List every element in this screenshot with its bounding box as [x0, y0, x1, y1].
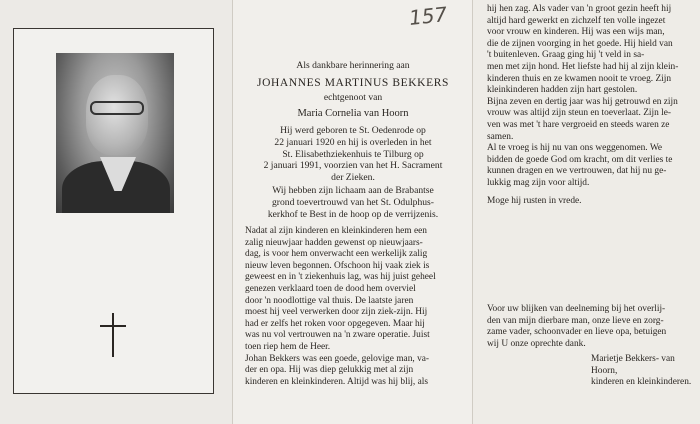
- story-line: Johan Bekkers was een goede, gelovige man, va-: [245, 353, 430, 364]
- thanks-block: [487, 304, 691, 350]
- thanks-line: den van mijn dierbare man, onze lieve en zorg-: [487, 315, 664, 326]
- closing-prayer: Moge hij rusten in vrede.: [487, 195, 582, 206]
- story-line: Bijna zeven en dertig jaar was hij getrouwd en zijn: [487, 96, 678, 107]
- photo-head: [86, 75, 148, 155]
- thanks-line: zame vader, schoonvader en lieve opa, betuigen: [487, 327, 667, 338]
- story-line: voor vrouw en kinderen. Hij was een wijs man,: [487, 27, 665, 38]
- thanks-line: wij U onze oprechte dank.: [487, 338, 586, 349]
- burial-line: kerkhof te Best in de hoop op de verrijzenis.: [267, 208, 439, 220]
- story-line: moest hij veel verwerken door zijn ziek-zijn. Hij: [245, 307, 428, 318]
- story-line: toen riep hem de Heer.: [245, 341, 331, 352]
- story-line: samen.: [487, 131, 514, 142]
- story-line: zalig nieuwjaar hadden gewenst op nieuwjaars-: [245, 237, 423, 248]
- story-line: genezen verklaard toen de dood hem overviel: [245, 283, 416, 294]
- story-line: kinderen en kleinkinderen. Altijd was hij blij, als: [245, 376, 429, 387]
- story-line: die de zijnen voorging in het goede. Hij hield van: [487, 38, 673, 49]
- story-line: kunnen dragen en we vertrouwen, dat hij nu ge-: [487, 166, 667, 177]
- thanks-line: Voor uw blijken van deelneming bij het overlij-: [487, 304, 666, 314]
- story-line: lukkig mag zijn voor altijd.: [487, 177, 590, 188]
- card-frame: [13, 28, 214, 394]
- story-line: vrouw was altijd zijn steun en toeverlaat. Zijn le-: [487, 108, 672, 119]
- photo-glasses: [90, 101, 144, 115]
- cross-icon-bar: [100, 325, 126, 327]
- story-line: dag, is voor hem onverwacht een werkelijk zalig: [245, 249, 428, 260]
- portrait-photo: [56, 53, 174, 213]
- bio-line: 22 januari 1920 en hij is overleden in het: [274, 136, 432, 148]
- card-inner-right-panel: [472, 0, 700, 424]
- story-line: kleinkinderen hadden zijn hart gestolen.: [487, 85, 638, 96]
- story-line: door 'n noodlottige val thuis. De laatste jaren: [245, 295, 414, 306]
- story-line: bidden de goede God om kracht, om dit verlies te: [487, 154, 673, 165]
- bio-line: St. Elisabethziekenhuis te Tilburg op: [282, 148, 424, 160]
- burial-line: grond toevertrouwd van het St. Odulphus-: [271, 196, 434, 208]
- cross-icon: [112, 313, 114, 357]
- story-line: ven was met 't hare vergroeid en steeds waren ze: [487, 119, 670, 130]
- handwritten-number: 157: [407, 2, 449, 30]
- signature-line: Marietje Bekkers- van Hoorn,: [591, 354, 675, 376]
- signature-block: [591, 354, 697, 389]
- story-line: 't buitenleven. Graag ging hij 't veld in sa-: [487, 50, 645, 61]
- card-inner-left-panel: [232, 0, 473, 424]
- deceased-name: JOHANNES MARTINUS BEKKERS: [257, 76, 449, 89]
- intro-block: [243, 60, 463, 220]
- story-line: der en opa. Hij was diep gelukkig met al zijn: [245, 365, 414, 376]
- bio-line: Hij werd geboren te St. Oedenrode op: [280, 125, 426, 137]
- bio-line: der Zieken.: [331, 171, 375, 183]
- story-line: altijd hard gewerkt en zichzelf ten volle ingezet: [487, 15, 666, 26]
- story-block-right: [487, 4, 691, 207]
- story-line: hij hen zag. Als vader van 'n groot gezin heeft hij: [487, 4, 672, 14]
- story-line: kinderen thuis en ze kwamen nooit te vroeg. Zijn: [487, 73, 672, 84]
- story-line: men met zijn hond. Het liefste had hij al zijn klein-: [487, 61, 679, 72]
- card-front-panel: [0, 0, 232, 424]
- story-line: geweest en in 't ziekenhuis lag, was hij juist geheel: [245, 272, 436, 283]
- story-line: Nadat al zijn kinderen en kleinkinderen hem een: [245, 226, 427, 236]
- story-block-left: [245, 226, 461, 388]
- burial-line: Wij hebben zijn lichaam aan de Brabantse: [272, 185, 434, 197]
- remembrance-line: Als dankbare herinnering aan: [296, 60, 410, 71]
- spouse-name: Maria Cornelia van Hoorn: [297, 107, 409, 119]
- signature-line: kinderen en kleinkinderen.: [591, 377, 692, 388]
- story-line: nieuw leven begonnen. Ofschoon hij vaak ziek is: [245, 260, 430, 271]
- story-line: Al te vroeg is hij nu van ons weggenomen. We: [487, 143, 663, 154]
- story-line: was nu vol vertrouwen na 'n zware operatie. Juist: [245, 330, 430, 341]
- story-line: had er zelfs het roken voor opgegeven. Maar hij: [245, 318, 425, 329]
- spouse-label: echtgenoot van: [323, 92, 383, 104]
- bio-line: 2 januari 1991, voorzien van het H. Sacrament: [263, 160, 443, 172]
